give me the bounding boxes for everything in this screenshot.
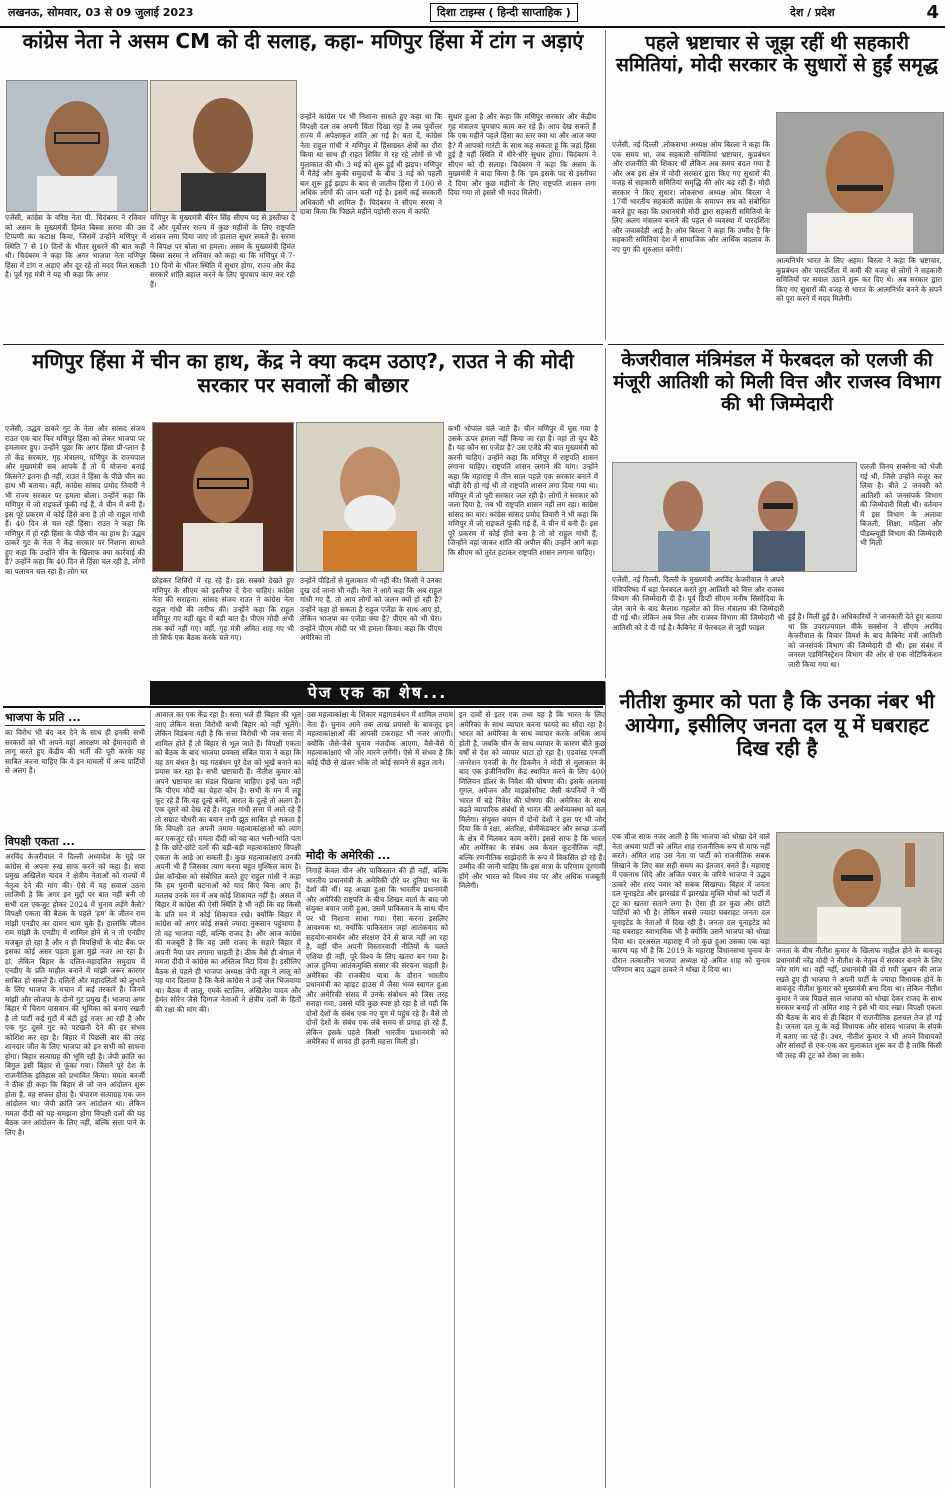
divider xyxy=(605,682,606,1488)
a3-photo-raut xyxy=(152,422,294,572)
a5-headline: नीतीश कुमार को पता है कि उनका नंबर भी आयेगा, इसीलिए जनता दल यू में घबराहट दिख रही है xyxy=(619,689,935,761)
paper-title: दिशा टाइम्स ( हिन्दी साप्ताहिक ) xyxy=(430,3,578,22)
a2-photo-om-birla xyxy=(776,112,944,254)
a2-body2: आत्मनिर्भर भारत के लिए अहम। बिरला ने कहा कि भ्रष्टाचार, कुप्रबंधन और पारदर्शिता में कमी की वजह से लोगों ने सहकारी समितियों पर सवाल उठाने शुरू कर दिए थे। अब सरकार द्वारा किए गए सुधारों की वजह से भारत के आत्मनिर्भर बनने के सपने को पूरा करने में मदद मिलेगी। xyxy=(776,256,942,303)
a4-headline: केजरीवाल मंत्रिमंडल में फेरबदल को एलजी की मंजूरी आतिशी को मिली वित्त और राजस्व विभाग की भी जिम्मेदारी xyxy=(613,350,941,415)
a5-photo-amit-shah xyxy=(776,832,944,944)
a3-col3: उन्होंने पीड़ितों से मुलाकात भी नहीं की। किसी ने उनका दुख दर्द जाना भी नहीं। नेता ने आगे कहा कि अब राहुल गांधी गए हैं, तो आप लोगों को जलन क्यों हो रही है? उन्होंने कहा हो सकता है राहुल एजेंडा के साथ आए हो, लेकिन भाजपा का एजेंडा क्या है? पीएम को भी घेरा। उन्होंने पीएम मोदी पर भी हमला किया। कहा कि पीएम अमेरिका तो xyxy=(300,576,442,642)
a3-photo-modi xyxy=(296,422,444,572)
a3-col1: एजेंसी, उद्धव ठाकरे गुट के नेता और सांसद संजय राउत एक बार फिर मणिपुर हिंसा को लेकर भाजपा पर हमलावर हुए। उन्होंने पूछा कि अगर हिंसा प्री-प्लान है तो केंद्र सरकार, गृह मंत्रालय, मणिपुर के राज्यपाल और मुख्यमंत्री सब आपके हैं तो ये योजना बनाई किसने? इतना ही नहीं, राउत ने हिंसा के पीछे चीन का हाथ भी बताया। वहीं, कांग्रेस सांसद प्रमोद तिवारी ने भी राज्य सरकार पर हमला बोला। उन्होंने कहा कि मणिपुर में जो राइफलें फूंकी गई हैं, वे चीन में बनी हैं। इस पूरे प्रकरण में कोई हिंसे बना है तो वो राहुल गांधी हैं। 40 दिन से चल रही हिंसा। राउत ने कहा कि मणिपुर में हो रही हिंसा के पीछे चीन का हाथ है। उद्धव ठाकरे गुट के नेता ने केंद्र सरकार पर निशाना साधते हुए कहा कि उन्होंने चीन के खिलाफ क्या कार्रवाई की है? उन्होंने कहा कि 40 दिन से हिंसा चल रही है, लोगों का पलायन चल रहा है। लोग घर xyxy=(5,424,145,576)
divider xyxy=(605,348,606,678)
masthead-bar xyxy=(0,0,945,28)
a4-photo-kejriwal-atishi xyxy=(612,462,857,572)
rest-c2: आवाज का एक केंद्र रहा है। सत्ता भले ही बिहार की भूल जाए लेकिन सत्ता विरोधी कभी बिहार को नहीं भूलेंगे। लेकिन विडंबना यही है कि सत्ता विरोधी भी जब सत्ता में शामिल होते हैं तो बिहार से भूल जाते हैं। विपक्षी एकता को बैठक के बाद भाजपा प्रवक्ता संबित पात्रा ने कहा कि यह ठग बंधन है। यह गठबंधन पूरे देश को भूखें बनाने का प्रयास कर रहा है। सभी भ्रष्टाचारी हैं। नीतीश कुमार को अपने भ्रष्टाचार का मंडल दिखाना चाहिए। इन्हें पता नहीं कि पीएम मोदी का चेहरा कौन है। सभी के मन में लड्डू फूट रहे हैं कि वह दूल्हे बनेंगे, बारात के दूल्हे तो अलग है। एक दूसरे को देख रहे हैं। राहुल गांधी सत्ता में आते रहे हैं तो सम्राट चौधरी का बयान तभी झूठ साबित हो सकता है कि विपक्षी दल अपनी तमाम महत्वाकांक्षाओं को त्याग कर एकजुट रहें। ममता दीदी को यह बात भली-भांति पता है कि छोटे-छोटे दलों की बड़ी-बड़ी महत्वाकांक्षाएं विपक्षी एकता के आड़े आ सकती हैं। कुछ महत्वाकांक्षाएं उनकी अपनी भी हैं जिसका त्याग करना बहुत मुश्किल काम है। प्रेस कॉन्फ्रेंस को संबोधित करते हुए राहुल गांधी ने कहा कि हम पुरानी घटनाओं को याद किए बिना आए हैं। मतलब उनके मन में अब कोई शिकायत नहीं है। असल में बिहार में कांग्रेस की ऐसी स्थिति है भी नहीं कि वह किसी के प्रति मन में कोई शिकायत रखे। क्योंकि बिहार में कांग्रेस को अगर कोई सबसे ज्यादा नुकसान पहुंचाया है तो वह भाजपा नहीं, बल्कि राजद है। और आज कांग्रेस की मजबूरी है कि वह उसी राजद के सहारे बिहार में अपनी नैया पार लगाना चाहती है। ठीक वैसे ही बंगाल में ममता दीदी ने कांग्रेस का अस्तित्व मिटा दिया है। इसीलिए बैठक से पहले ही भाजपा अध्यक्ष जेपी नड्डा ने लालू को यह याद दिलाया है कि कैसे कांग्रेस ने उन्हें जेल भिजवाया था। बैठक में लालू, एमके स्टालिन, अखिलेश यादव और हेमंत सोरेन जैसे दिग्गज नेताओं ने क्षेत्रीय दलों के हितों की रक्षा की मांग की। xyxy=(150,710,301,1488)
a1-col4: सुधार हुआ है और कहा कि मणिपुर सरकार और केंद्रीय गृह मंत्रालय चुपचाप काम कर रहे हैं। आप देख सकते हैं कि एक महीने पहले हिंसा का स्तर क्या था और आज क्या है? मैं आपको गारंटी के साथ कह सकता हूं कि जहां हिंसा हुई है वहीं स्थिति में धीरे-धीरे सुधार होगा। चिदंबरम ने सीएम को दी सलाह। चिदंबरम ने कहा कि असम के मुख्यमंत्री ने वादा किया है कि 'हम इसके पद से इस्तीफा दे दिया और कुछ महीनों के लिए राष्ट्रपति शासन लगा दिया गया तो इससे भी मदद मिलेगी। xyxy=(448,112,596,197)
divider xyxy=(605,30,606,340)
rest-sub3: मोदी के अमेरिकी ... xyxy=(306,848,448,864)
rest-c1b: अरविंद केजरीवाल ने दिल्ली अध्यादेश के मुद्दे पर कांग्रेस से अपना रुख साफ करने को कहा है। सपा प्रमुख अखिलेश यादव ने क्षेत्रीय नेताओं को राज्यों में नेतृत्व देने की मांग की। ऐसे में यह सवाल उठना लाजिमी है कि अगर इन मुद्दों पर बात नहीं बनी तो सभी दल एकजुट होकर 2024 में चुनाव लड़ेंगे कैसे? विपक्षी एकता की बैठक के पहले 'हम' के जीतन राम मांझी एनडीए का दामन थाम चुके हैं। हालांकि जीतन राम मांझी के एनडीए में शामिल होने से न तो एनडीए मजबूत हो रहा है और न ही विपक्षियों के वोट बैंक पर इसका कोई असर पड़ता हुआ मुझे नजर आ रहा है। हां, लेकिन बिहार के दलित-महादलित समुदाय में एनडीए के प्रति माहौल बनाने में मांझी जरूर कारगर साबित हो सकते हैं। दलितों और महादलितों को लुभाने के लिए भाजपा के मचान में कई तरकारें हैं। जिनमें मांझी और लोजपा के दोनों गुट प्रमुख हैं। भाजपा अगर बिहार में चिराग पासवान की भूमिका को बनाए रखती है तो पार्टी कई गुटों में बंटी हुई नजर आ रही है और एक गुट दूसरे गुट को पटखनी देने की हर संभव कोशिश कर रहा है। बिहार में पिछली बार की तरह शानदार जीत के लिए भाजपा को इन सभी को साधना होगा। बिहार सत्याग्रह की भूमि रही है। जेपी क्रांति का बिगुल इसी बिहार से फूंका गया। जिसने पूरे देश के राजनीतिक इतिहास को प्रभावित किया। ममता बनर्जी ने ठीक ही कहा कि बिहार से जो जन आंदोलन शुरू होता है, वह सफल होता है। चंपारण सत्याग्रह एक जन आंदोलन था। जेपी क्रांति जन आंदोलन था। लेकिन ममता दीदी को यह समझना होगा विपक्षी दलों की यह बैठक जन आंदोलन के लिए नहीं, बल्कि सत्ता पाने के लिए है। xyxy=(5,852,145,1137)
rest-c1a: का विरोध भी बंद कर देने के साथ ही इनकी सभी सरकारों को भी अपने यहां आरक्षण को ईमानदारी से लागू करते हुए केंद्रीय की भर्ती की पूरी करके यह साबित करना चाहिए कि वे इन मामलों में अन्य पार्टियों से अलग हैं। xyxy=(5,728,145,775)
rest-c3a: उस महत्वाकांक्षा के शिकार महागठबंधन में शामिल तमाम नेता हैं। चुनाव आने तक लाख प्रयासों के बावजूद इन महत्वाकांक्षाओं की आपसी टकराहट भी नजर आएगी। क्योंकि जैसे-जैसे चुनाव नजदीक आएगा, वैसे-वैसे ये महत्वाकांक्षाएं भी जोर मारने लगेंगी। ऐसे में संभव है कि कोई पीछे से खंजर भोंके तो कोई सामने से बहुत ताने। xyxy=(302,710,453,840)
rest-sub1: भाजपा के प्रति ... xyxy=(5,710,145,726)
continued-banner: पेज एक का शेष... xyxy=(150,681,605,705)
a1-col2: मणिपुर के मुख्यमंत्री बीरेन सिंह सीएम पद से इस्तीफा दे दें और पूर्वोत्तर राज्य में कुछ महीनों के लिए राष्ट्रपति शासन लगा दिया जाए तो हालात सुधर सकते हैं। सरमा ने विपक्ष पर बोला था हमला। असम के मुख्यमंत्री हिमंत बिस्वा सरमा ने शनिवार को कहा था कि मणिपुर में 7-10 दिनों के भीतर स्थिति में सुधार होगा, राज्य और केंद्र सरकारें शांति बहाल करने के लिए चुपचाप काम कर रही हैं। xyxy=(150,213,295,289)
a4-side: एलजी विनय सक्सेना को भेजी गई थी, जिसे उन्होंने मंजूर कर लिया है। बीते 2 जनवरी को आतिशी को जनसंपर्क विभाग की जिम्मेदारी मिली थी। वर्तमान में इस विभाग के अलावा बिजली, शिक्षा, महिला और पीडब्ल्यूडी विभाग की जिम्मेदारी भी मिली xyxy=(860,462,942,547)
rule xyxy=(608,344,944,345)
a5-body1: एक चीज साफ नजर आती है कि भाजपा को धोखा देने वाले नेता अथवा पार्टी को अमित शाह राजनीतिक रूप से माफ नहीं करते। अमित शाह उस नेता या पार्टी को राजनीतिक सबक सिखाने के लिए बस सही समय का इंतजार करते हैं। महाराष्ट्र में एकनाथ शिंदे और अजित पवार के जरिये भाजपा ने उद्धव ठाकरे और शरद पवार को सबक सिखाया। बिहार में जनता दल यूनाइटेड और झारखंड में झारखंड मुक्ति मोर्चा को पार्टी में टूट का खतरा सताने लगा है। ऐसा ही डर कुछ और छोटी पार्टियों को भी है। लेकिन सबसे ज्यादा घबराहट जनता दल यूनाइटेड के नेताओं में दिख रही है। जनता दल यूनाइटेड को यह घबराहट स्वाभाविक भी है क्योंकि उसने भाजपा को धोखा दिया था। दरअसल महाराष्ट्र में जो कुछ हुआ उसका एक बड़ा कारण यह भी है कि 2019 के महाराष्ट्र विधानसभा चुनाव के दौरान तत्कालीन भाजपा अध्यक्ष रहे अमित शाह को चुनाव परिणाम बाद उद्धव ठाकरे ने धोखा दे दिया था। xyxy=(612,832,770,974)
a2-headline: पहले भ्रष्टाचार से जूझ रहीं थी सहकारी समितियां, मोदी सरकार के सुधारों से हुईं समृद्ध xyxy=(616,32,938,77)
a1-col1: एजेंसी, कांग्रेस के वरिष्ठ नेता पी. चिदंबरम ने रविवार को असम के मुख्यमंत्री हिमंत बिस्वा सरमा की उस टिप्पणी का कटाक्ष किया, जिसमें उन्होंने मणिपुर में स्थिति 7 से 10 दिनों के भीतर सुधरने की बात कही थी। चिदंबरम ने कहा कि अगर भाजपा नेता मणिपुर हिंसा में टांग न अड़ाएं और दूर रहें तो मदद मिल सकती है। पूर्व गृह मंत्री ने यह भी कहा कि अगर xyxy=(5,213,146,279)
a4-body1: एजेंसी, नई दिल्ली, दिल्ली के मुख्यमंत्री अरविंद केजरीवाल ने अपने मंत्रिपरिषद में बड़ा फेरबदल करते हुए आतिशी को वित्त और राजस्व विभाग की जिम्मेदारी दी है। पूर्व डिप्टी सीएम मनीष सिसोदिया के जेल जाने के बाद कैलाश गहलोत को वित्त मंत्रालय की जिम्मेदारी दी गई थी। लेकिन अब वित्त और राजस्व विभाग की जिम्मेदारी भी आतिशी को दे दी गई है। कैबिनेट में फेरबदल से जुड़ी फाइल xyxy=(612,575,784,632)
rest-sub2: विपक्षी एकता ... xyxy=(5,834,145,850)
a3-headline: मणिपुर हिंसा में चीन का हाथ, केंद्र ने क्या कदम उठाए?, राउत ने की मोदी सरकार पर सवालों की बौछार xyxy=(32,349,574,397)
a1-col3: उन्होंने कांग्रेस पर भी निशाना साधते हुए कहा था कि विपक्षी दल तब अपनी चिंता दिखा रहा है जब पूर्वोत्तर राज्य में अपेक्षाकृत शांति आ गई है। बता दें, कांग्रेस नेता राहुल गांधी ने मणिपुर में हिंसाग्रस्त क्षेत्रों का दौरा किया था साथ ही राहत शिविर में रह रहे लोगों से भी मुलाकात की थी। 3 मई को शुरू हुई थी झड़प। मणिपुर में मैतेई और कुकी समुदायों के बीच 3 मई को पहली बार शुरू हुई झड़प के बाद से जातीय हिंसा में 100 से अधिक लोगों की जान चली गई है। इसमें कई सरकारी अधिकारी भी शामिल हैं। चिदंबरम ने सीएम सरमा ने दावा किया कि पिछले महीने पड़ोसी राज्य में काफी xyxy=(300,112,442,216)
dateline: लखनऊ, सोमवार, 03 से 09 जुलाई 2023 xyxy=(8,6,194,19)
a1-photo-himanta xyxy=(150,80,297,212)
a3-col2: छोड़कर शिविरों में रह रहे हैं। इस सबको देखते हुए मणिपुर के सीएम को इस्तीफा दे देना चाहिए। कांग्रेस नेता की सराहना। सांसद संजय राउत ने कांग्रेस नेता राहुल गांधी की तारीफ की। उन्होंने कहा कि राहुल मणिपुर गए वहीं खुद में बड़ी बात है। पीएम मोदी अभी तक क्यों नहीं गए। वहीं, गृह मंत्री अमित शाह गए भी तो सिर्फ एक बैठक करके चले गए। xyxy=(152,576,294,642)
rule xyxy=(3,706,603,708)
rest-c3b: निगाहें केवल चीन और पाकिस्तान की ही नहीं, बल्कि भारतीय प्रधानमंत्री के अमेरिकी दौरे पर दुनिया भर के देशों की थीं। यह अच्छा हुआ कि भारतीय प्रधानमंत्री और अमेरिकी राष्ट्रपति के बीच शिखर वार्ता के बाद जो संयुक्त बयान जारी हुआ, उसमें पाकिस्तान के साथ चीन पर भी निशाना साधा गया। ऐसा करना इसलिए आवश्यक था, क्योंकि पाकिस्तान जहां आतंकवाद को सहयोग-समर्थन और संरक्षण देने से बाज नहीं आ रहा है, वहीं चीन अपनी विस्तारवादी नीतियों के चलते एशिया ही नहीं, पूरे विश्व के लिए खतरा बन गया है। आज दुनिया आतंकमुक्ति संसार की संरचना चाहती है। अमेरिका की राजकीय यात्रा के दौरान भारतीय प्रधानमंत्री का व्हाइट हाउस में जैसा भव्य स्वागत हुआ और अमेरिकी संसद में उनके संबोधन को जिस तरह सराहा गया, उससे यदि कुछ स्पष्ट हो रहा है तो यही कि दोनों देशों के संबंध एक नए युग में पहुंच रहे हैं। वैसे तो दोनों देशों के संबंध एक लंबे समय से प्रगाढ़ हो रहे हैं, लेकिन इसके पहले किसी भारतीय प्रधानमंत्री को अमेरिका में शायद ही इतनी महत्ता मिली हो। xyxy=(306,866,448,1046)
section-label: देश / प्रदेश xyxy=(790,6,835,19)
rest-c4: इन दावों से इतर एक तथ्य यह है कि भारत के लिए अमेरिका के साथ व्यापार करना फायदे का सौदा रहा है। भारत को अमेरिका के साथ व्यापार करके अधिक आय होती है, जबकि चीन के साथ व्यापार के कारण बीते कुछ वर्षों से देश को व्यापार घाटा हो रहा है। एडवांस्ड एनर्जी जनरेशन एनर्जी के गैर डिकमैन ने मोदी से मुलाकात के बाद एक इंजीनियरिंग केंद्र स्थापित करने के लिए 400 मिलियन डॉलर के निवेश की घोषणा की। इसके अलावा गूगल, अमेजन और माइक्रोसॉफ्ट जैसी कंपनियों ने भी भारत में बड़े निवेश की घोषणा की। अमेरिका के साथ बढ़ते व्यापारिक संबंधों से भारत की अर्थव्यवस्था को बल मिलेगा। संयुक्त बयान में दोनों देशों ने इस पर भी जोर दिया कि वे रक्षा, अंतरिक्ष, सेमीकंडक्टर और स्वच्छ ऊर्जा के क्षेत्र में मिलकर काम करेंगे। इससे साफ है कि भारत और अमेरिका के संबंध अब केवल कूटनीतिक नहीं, बल्कि रणनीतिक साझेदारी के रूप में विकसित हो रहे हैं। उम्मीद की जानी चाहिए कि इस यात्रा के परिणाम दूरगामी होंगे और भारत को विश्व मंच पर और अधिक मजबूती मिलेगी। xyxy=(454,710,605,1488)
a1-headline: कांग्रेस नेता ने असम CM को दी सलाह, कहा- मणिपुर हिंसा में टांग न अड़ाएं xyxy=(22,29,584,53)
a2-body1: एजेंसी, नई दिल्ली ,लोकसभा अध्यक्ष ओम बिरला ने कहा कि एक समय था, जब सहकारी समितियां भ्रष्टाचार, कुप्रबंधन और राजनीति की शिकार थीं लेकिन अब समय बदल गया है और अब इस क्षेत्र में मोदी सरकार द्वारा किए गए सुधारों की वजह से सहकारी समितियां समृद्धि की ओर बढ़ रही हैं। मोदी सरकार ने किए सुधार। लोकसभा अध्यक्ष ओम बिरला ने 17वीं भारतीय सहकारी कांग्रेस के समापन सत्र को संबोधित करते हुए कहा कि प्रधानमंत्री मोदी द्वारा सहकारी समितियों के लिए अलग मंत्रालय बनाने की पहल से व्यवस्था में पारदर्शिता और जवाबदेही आई है। ओम बिरला ने कहा कि उम्मीद है कि सहकारी समितियां देश में सामाजिक और आर्थिक बदलाव के नए युग की शुरुआत करेंगी। xyxy=(612,140,770,254)
a3-col4: कभी भोपाल चले जाते हैं। चीन मणिपुर में घुस गया है उसके ऊपर हमला नहीं किया जा रहा है। वहां तो चुप बैठे हैं। यह कौन सा एजेंडा है? उस एजेंडे की बात मुख्यमंत्री को करनी चाहिए। उन्होंने कहा कि मणिपुर में राष्ट्रपति शासन लगाना चाहिए। राष्ट्रपति शासन लगाने की मांग। उन्होंने कहा कि महाराष्ट्र में तीन साल पहले एक सरकार बनाने में थोड़ी देरी हो गई थी तो राष्ट्रपति शासन लगा दिया गया था। मणिपुर में तो पूरी सरकार जल रही है। लोगों ने सरकार को जला दिया है, तब भी राष्ट्रपति शासन नहीं लग रहा। कांग्रेस सांसद का वार। कांग्रेस सांसद प्रमोद तिवारी ने भी कहा कि मणिपुर में जो राइफलें फूंकी गई हैं, वे चीन में बनी हैं। इस पूरे प्रकरण में कोई हीरो बना है तो वो राहुल गांधी हैं, जिन्होंने वहां जाकर शांति की अपील की। उन्होंने आगे कहा कि सीएम को तुरंत हटाकर राष्ट्रपति शासन लगाना चाहिए। xyxy=(448,424,598,557)
rule xyxy=(3,344,603,345)
a5-body2: जनता के बीच नीतीश कुमार के खिलाफ माहौल होने के बावजूद प्रधानमंत्री नरेंद्र मोदी ने नीतीश के नेतृत्व में सरकार बनाने के लिए जोर मांग था। वहीं नहीं, प्रधानमंत्री की दो गयी जुबान की लाज रखते हुए ही भाजपा ने अपनी पार्टी के ज्यादा विधायक होने के बावजूद नीतीश कुमार को मुख्यमंत्री बना दिया था। लेकिन नीतीश कुमार ने जब पिछले साल भाजपा को धोखा देकर राजद के साथ सरकार बनाई तो अमित शाह ने इसे भी याद रखा। विपक्षी एकता की बैठक के बाद से ही बिहार में राजनीतिक हलचल तेज हो गई है। जनता दल यू के कई विधायक और सांसद भाजपा के संपर्क में बताए जा रहे हैं। उधर, नीतीश कुमार ने भी अपने विधायकों और सांसदों से एक-एक कर मुलाकात शुरू कर दी है ताकि किसी भी तरह की टूट को रोका जा सके। xyxy=(776,946,942,1060)
a1-photo-chidambaram xyxy=(6,80,148,212)
a4-body2: हुई है। मिली हुई है। अधिकारियों ने जानकारी देते हुए बताया था कि उपराज्यपाल वीके सक्सेना ने सीएम अरविंद केजरीवाल के विचार विमर्श के बाद कैबिनेट मंत्री आतिशी को जनसंपर्क विभाग की जिम्मेदारी दी थी। इस संबंध में जनरल एडमिनिस्ट्रेशन विभाग की ओर से एक नोटिफिकेशन जारी किया गया था। xyxy=(788,612,942,669)
page-number: 4 xyxy=(926,2,939,23)
